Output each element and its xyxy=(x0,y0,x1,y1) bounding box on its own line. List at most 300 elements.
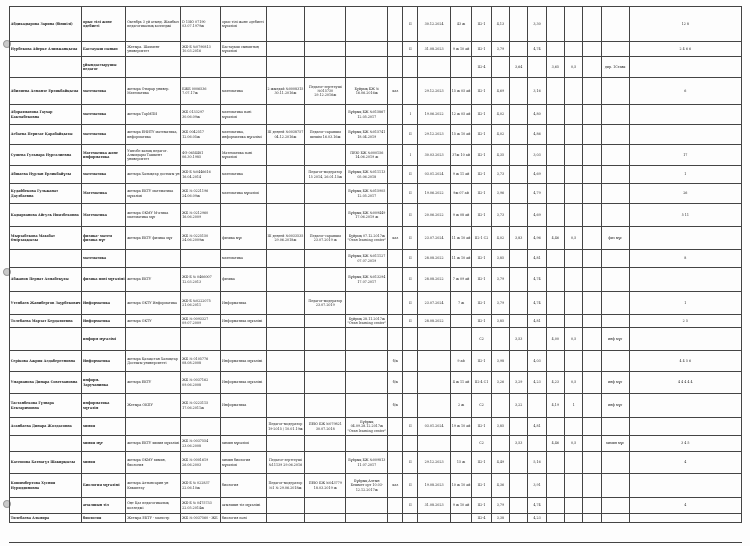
cell-subj: математика xyxy=(82,166,126,184)
cell-prev: II xyxy=(403,498,418,514)
cell-yrs: 10 ж 10 ай xyxy=(450,474,472,498)
cell-dipl: ЖБ № 0001619 26.06.2003 xyxy=(181,452,221,474)
cell-empty xyxy=(583,7,601,42)
cell-p xyxy=(510,78,528,105)
cell-c1 xyxy=(305,315,346,328)
cell-n: 3,96 xyxy=(491,184,509,204)
cell-d xyxy=(546,498,564,514)
cell-c2 xyxy=(346,292,388,315)
cell-p: 3,53 xyxy=(510,436,528,452)
cell-lang xyxy=(388,166,403,184)
cell-t: 4,81 xyxy=(528,250,546,268)
cell-subj: Информатика xyxy=(82,292,126,315)
cell-empty xyxy=(583,204,601,227)
cell-lang xyxy=(388,498,403,514)
cell-name xyxy=(10,436,82,452)
cell-c1 xyxy=(305,436,346,452)
cell-tail: 4 4 4 4 4 xyxy=(629,372,741,394)
cell-yrs: 9 ай xyxy=(450,351,472,372)
cell-subj: химия xyxy=(82,452,126,474)
cell-name xyxy=(10,57,82,78)
cell-subj: математика xyxy=(82,125,126,145)
cell-c2 xyxy=(346,372,388,394)
cell-spec: химия мұғалімі xyxy=(221,436,266,452)
cell-lang: б/к xyxy=(388,394,403,418)
cell-u xyxy=(564,498,582,514)
cell-tail xyxy=(629,474,741,498)
cell-tail: 6 xyxy=(629,78,741,105)
cell-yrs: 43 ж xyxy=(450,7,472,42)
cell-pd: III деңгей №0033535 29.06.2018ж xyxy=(266,227,305,250)
cell-yrs: 9 ж 11 ай xyxy=(450,166,472,184)
cell-subj: Информатика xyxy=(82,351,126,372)
cell-d xyxy=(546,166,564,184)
cell-edu: Октябрь 3 үй атынд. Жамбыл педагогикалық колледжі xyxy=(126,7,181,42)
cell-date xyxy=(418,394,450,418)
cell-edu xyxy=(126,328,181,351)
cell-u xyxy=(564,7,582,42)
cell-prev: II xyxy=(403,315,418,328)
cell-empty xyxy=(583,372,601,394)
cell-pd: 2 жылдай №0008315 30.11.2016ж xyxy=(266,78,305,105)
cell-yrs: 7 ж 09 ай xyxy=(450,268,472,292)
cell-tail: 4 xyxy=(629,452,741,474)
cell-spec: математика xyxy=(221,78,266,105)
table-row xyxy=(10,105,742,125)
cell-spec: Информатика мұғалімі xyxy=(221,372,266,394)
cell-spec: физика мұғ xyxy=(221,227,266,250)
cell-misc xyxy=(601,474,629,498)
bottom-rule xyxy=(9,542,742,546)
cell-edu: жетыра Қазақстан Халықтар Достығы университеті xyxy=(126,351,181,372)
cell-d xyxy=(546,418,564,436)
cell-c1 xyxy=(305,514,346,523)
cell-name: Мырзабекова Махабат Өмірзаққызы xyxy=(10,227,82,250)
cell-date: 29.12.2023 xyxy=(418,452,450,474)
cell-date: 30.03.2023 xyxy=(418,145,450,166)
cell-p: 3,22 xyxy=(510,394,528,418)
cell-c1 xyxy=(305,250,346,268)
cell-t xyxy=(528,394,546,418)
cell-u xyxy=(564,268,582,292)
cell-prev: II xyxy=(403,7,418,42)
cell-t: 4,74 xyxy=(528,498,546,514)
cell-c2 xyxy=(346,351,388,372)
cell-edu: жетыра ЕКТУ физика мұғ xyxy=(126,227,181,250)
cell-c1 xyxy=(305,268,346,292)
cell-dipl: ЖБ-Б № 0475733 22.05.2014ж xyxy=(181,498,221,514)
cell-prev: II xyxy=(403,474,418,498)
cell-n xyxy=(491,394,509,418)
cell-name xyxy=(10,498,82,514)
cell-name: Абдрахманова Гаухар Бактыбековна xyxy=(10,105,82,125)
cell-empty xyxy=(583,57,601,78)
cell-u xyxy=(564,204,582,227)
cell-subj: физика пәні мұғалімі xyxy=(82,268,126,292)
cell-pd xyxy=(266,166,305,184)
cell-yrs xyxy=(450,436,472,452)
cell-edu: жетыра ОКТУ xyxy=(126,315,181,328)
cell-prev: II xyxy=(403,42,418,57)
cell-edu: жетыра ЕКТУ математика мұғалімі xyxy=(126,184,181,204)
cell-name: Асанбаева Динара Жолдасовна xyxy=(10,418,82,436)
cell-name: Сушева Гульнара Нургалиевна xyxy=(10,145,82,166)
cell-p xyxy=(510,351,528,372)
cell-pd xyxy=(266,42,305,57)
cell-dipl xyxy=(181,418,221,436)
cell-misc: физ мұғ xyxy=(601,227,629,250)
cell-tail xyxy=(629,57,741,78)
cell-q: II2-1 xyxy=(472,250,491,268)
cell-t: 4,80 xyxy=(528,105,546,125)
cell-name: Серікова Ажрия Алдабергеновна xyxy=(10,351,82,372)
cell-spec: математика пәні мұғалімі xyxy=(221,105,266,125)
cell-pd xyxy=(266,514,305,523)
cell-dipl: ЖБ № 0093327 09.07.2009 xyxy=(181,315,221,328)
cell-prev: I xyxy=(403,145,418,166)
cell-c2: Бұйрық 04.09.28.12.2017ж "Отан learning center" xyxy=(346,418,388,436)
cell-lang: б/к xyxy=(388,372,403,394)
cell-u xyxy=(564,292,582,315)
cell-edu: Оңт Қаз педагогикалық колледжі xyxy=(126,498,181,514)
cell-edu: жетыра ЕКТУ химия мұғалімі xyxy=(126,436,181,452)
cell-pd xyxy=(266,204,305,227)
cell-n: 3,26 xyxy=(491,372,509,394)
table-row xyxy=(10,166,742,184)
cell-c1 xyxy=(305,394,346,418)
cell-lang: каз xyxy=(388,78,403,105)
cell-yrs: 11 ж 10 ай xyxy=(450,250,472,268)
cell-misc xyxy=(601,78,629,105)
cell-dipl: ЖБ-Б №0790813 10.03.2016 xyxy=(181,42,221,57)
cell-spec: биология пәні xyxy=(221,514,266,523)
cell-p xyxy=(510,452,528,474)
cell-p xyxy=(510,418,528,436)
cell-pd xyxy=(266,328,305,351)
cell-subj: Математика және информатика xyxy=(82,145,126,166)
cell-subj: математика xyxy=(82,105,126,125)
cell-n: 4,49 xyxy=(491,452,509,474)
cell-n xyxy=(491,57,509,78)
cell-c1 xyxy=(305,7,346,42)
cell-tail xyxy=(629,227,741,250)
cell-misc: инф мұғ xyxy=(601,328,629,351)
cell-c2: Бұйрық БЖ №011127 07.07.2019 xyxy=(346,250,388,268)
cell-lang xyxy=(388,418,403,436)
cell-date xyxy=(418,351,450,372)
cell-t: 4,23 xyxy=(528,372,546,394)
cell-empty xyxy=(583,514,601,523)
cell-p: 3,29 xyxy=(510,372,528,394)
cell-prev xyxy=(403,394,418,418)
cell-subj: физика- матем физика мұғ xyxy=(82,227,126,250)
cell-name: Абшаева Нурлан Ерликбайұлы xyxy=(10,166,82,184)
cell-t: 4,79 xyxy=(528,184,546,204)
cell-dipl: ЖБ № 0037560 - ЖБ xyxy=(181,514,221,523)
table-row xyxy=(10,315,742,328)
cell-u xyxy=(564,418,582,436)
cell-subj: орыс тілі және әдебиеті xyxy=(82,7,126,42)
cell-prev xyxy=(403,78,418,105)
cell-spec: химия биология мұғалімі xyxy=(221,452,266,474)
cell-dipl: ЖБ-Б № 022837 22.06.10ж xyxy=(181,474,221,498)
table-row xyxy=(10,452,742,474)
cell-edu: Жетыра. Шахмент университет xyxy=(126,42,181,57)
cell-date: 23.07.2024 xyxy=(418,292,450,315)
cell-n: 4,36 xyxy=(491,474,509,498)
cell-c2: Бұйрық БЖ №015741 18.04.2019 xyxy=(346,125,388,145)
cell-n: 3,85 xyxy=(491,418,509,436)
cell-dipl: ЖБ-Б № 0466007 12.03.2013 xyxy=(181,268,221,292)
cell-d: 4,46 xyxy=(546,436,564,452)
cell-edu: Жетыра ЕКТУ - магистр xyxy=(126,514,181,523)
cell-p: 3,83 xyxy=(510,227,528,250)
cell-q: II2-4 xyxy=(472,57,491,78)
table-row xyxy=(10,394,742,418)
cell-n: 3,38 xyxy=(491,514,509,523)
table-row xyxy=(10,57,742,78)
cell-pd xyxy=(266,372,305,394)
cell-spec xyxy=(221,57,266,78)
cell-date xyxy=(418,436,450,452)
cell-p xyxy=(510,166,528,184)
cell-subj: Информатика xyxy=(82,315,126,328)
cell-n: 3,98 xyxy=(491,351,509,372)
cell-t xyxy=(528,57,546,78)
cell-subj: ағылшын тіл xyxy=(82,498,126,514)
cell-d xyxy=(546,42,564,57)
cell-u: 0,5 xyxy=(564,57,582,78)
cell-misc: химия мұғ xyxy=(601,436,629,452)
cell-yrs: 15 ж 05 ай xyxy=(450,78,472,105)
cell-prev: I xyxy=(403,105,418,125)
cell-lang xyxy=(388,204,403,227)
cell-empty xyxy=(583,436,601,452)
cell-d xyxy=(546,268,564,292)
cell-yrs: 9ж 07 ай xyxy=(450,184,472,204)
cell-subj: математика xyxy=(82,78,126,105)
cell-t: 4,69 xyxy=(528,166,546,184)
cell-prev: II xyxy=(403,125,418,145)
cell-date: 31.08.2023 xyxy=(418,42,450,57)
cell-misc xyxy=(601,498,629,514)
cell-lang: б/к xyxy=(388,351,403,372)
table-row xyxy=(10,78,742,105)
cell-p xyxy=(510,184,528,204)
cell-edu: жетыра ЕКТУ xyxy=(126,372,181,394)
cell-pd xyxy=(266,145,305,166)
cell-c2 xyxy=(346,57,388,78)
cell-subj: информ мұғалімі xyxy=(82,328,126,351)
cell-dipl: ЖБ-Б №0446616 16.04.2014 xyxy=(181,166,221,184)
cell-pd: Педагог-модератор №1 № 29.06.2018ж xyxy=(266,474,305,498)
cell-pd xyxy=(266,7,305,42)
cell-pd xyxy=(266,268,305,292)
cell-empty xyxy=(583,227,601,250)
cell-d xyxy=(546,145,564,166)
cell-n: 3,79 xyxy=(491,498,509,514)
cell-misc xyxy=(601,292,629,315)
cell-n: 4,35 xyxy=(491,145,509,166)
cell-name xyxy=(10,250,82,268)
cell-date xyxy=(418,328,450,351)
cell-yrs: 7 ж xyxy=(450,292,472,315)
cell-yrs: 4 ж 11 ай xyxy=(450,372,472,394)
cell-tail xyxy=(629,394,741,418)
cell-u: 0,5 xyxy=(564,372,582,394)
cell-name: Абдикадырова Зарина (біншілі) xyxy=(10,7,82,42)
cell-prev: II xyxy=(403,227,418,250)
cell-spec: Математика пәні мұғалімі xyxy=(221,145,266,166)
cell-d: 4,46 xyxy=(546,227,564,250)
cell-spec: Информатика xyxy=(221,292,266,315)
cell-edu: Уштобе халық педагог. Алымдары Ташкент университет xyxy=(126,145,181,166)
cell-date xyxy=(418,372,450,394)
cell-c1: Педагог-модератор 23.07.2019 xyxy=(305,292,346,315)
cell-yrs: 12 ж 05 ай xyxy=(450,105,472,125)
cell-c2: Бұйрық 07.12.2017ж "Отан learning center" xyxy=(346,227,388,250)
cell-q: II2-1 xyxy=(472,315,491,328)
table-row xyxy=(10,372,742,394)
cell-n: 3,85 xyxy=(491,315,509,328)
cell-d xyxy=(546,125,564,145)
cell-d xyxy=(546,351,564,372)
cell-u: 0,5 xyxy=(564,436,582,452)
cell-tail: 3 4 5 xyxy=(629,436,741,452)
cell-pd xyxy=(266,105,305,125)
cell-c1: ПЕЮ БЖ №043779 18.03.2019 ж xyxy=(305,474,346,498)
cell-t: 4,81 xyxy=(528,418,546,436)
cell-yrs: 2 ж xyxy=(450,394,472,418)
cell-c1 xyxy=(305,372,346,394)
cell-tail xyxy=(629,328,741,351)
cell-name: Нурбекова Айерке Алимжанқызы xyxy=(10,42,82,57)
cell-misc xyxy=(601,418,629,436)
cell-misc xyxy=(601,166,629,184)
cell-lang xyxy=(388,452,403,474)
cell-q: II2-1 xyxy=(472,268,491,292)
cell-dipl: ЖБ № 0212960 16.06.2009 xyxy=(181,204,221,227)
cell-edu: жетыра ОКМУ химия, биология xyxy=(126,452,181,474)
cell-spec: ағылшын тіл мұғалімі xyxy=(221,498,266,514)
cell-n: 3,79 xyxy=(491,42,509,57)
cell-empty xyxy=(583,292,601,315)
cell-spec: биология xyxy=(221,474,266,498)
cell-empty xyxy=(583,452,601,474)
cell-d xyxy=(546,514,564,523)
cell-n: 3,73 xyxy=(491,166,509,184)
staff-register-table xyxy=(9,6,742,523)
table-row xyxy=(10,418,742,436)
cell-name: Тастанбекова Гүлнара Бектаримовна xyxy=(10,394,82,418)
cell-misc xyxy=(601,514,629,523)
cell-t: 3,16 xyxy=(528,78,546,105)
cell-subj: ұйымдастырушы педагог xyxy=(82,57,126,78)
cell-d xyxy=(546,204,564,227)
cell-c1: Педагог-сарапшы шешім 16.03.16ж xyxy=(305,125,346,145)
cell-empty xyxy=(583,474,601,498)
cell-lang xyxy=(388,57,403,78)
cell-name: Кудайбекова Гульжанат Даулбаевна xyxy=(10,184,82,204)
cell-lang xyxy=(388,328,403,351)
cell-u xyxy=(564,145,582,166)
cell-q: II2-1 xyxy=(472,78,491,105)
cell-t: 4,81 xyxy=(528,315,546,328)
cell-q: С2 xyxy=(472,436,491,452)
cell-u xyxy=(564,351,582,372)
cell-t: 4,69 xyxy=(528,204,546,227)
cell-misc xyxy=(601,184,629,204)
table-row xyxy=(10,227,742,250)
cell-u xyxy=(564,78,582,105)
cell-tail: 26 xyxy=(629,184,741,204)
cell-c2: Бұйрық БЖ №015905 12.05.2017 xyxy=(346,184,388,204)
cell-empty xyxy=(583,166,601,184)
cell-subj: Биология мұғалімі xyxy=(82,474,126,498)
cell-yrs: 37ж 10 ай xyxy=(450,145,472,166)
cell-edu: жетыра ОКМУ М-атика математика мұғ xyxy=(126,204,181,227)
cell-c1 xyxy=(305,351,346,372)
cell-spec: математика xyxy=(221,250,266,268)
cell-c2 xyxy=(346,7,388,42)
cell-lang xyxy=(388,105,403,125)
cell-q: II2-1 xyxy=(472,42,491,57)
cell-q: II2-1 xyxy=(472,292,491,315)
cell-spec: Информатика мұғалімі xyxy=(221,315,266,328)
cell-date: 19.06.2022 xyxy=(418,105,450,125)
cell-edu xyxy=(126,418,181,436)
cell-spec: математика мұғалімі xyxy=(221,184,266,204)
cell-u xyxy=(564,125,582,145)
cell-u xyxy=(564,105,582,125)
table-row xyxy=(10,436,742,452)
cell-pd xyxy=(266,250,305,268)
cell-p xyxy=(510,474,528,498)
table-row xyxy=(10,7,742,42)
cell-date: 03.01.2024 xyxy=(418,166,450,184)
table-row xyxy=(10,268,742,292)
cell-n: 3,73 xyxy=(491,204,509,227)
cell-empty xyxy=(583,315,601,328)
cell-tail: 1 xyxy=(629,166,741,184)
cell-q: II2-4 С1 xyxy=(472,372,491,394)
cell-c2 xyxy=(346,436,388,452)
cell-q: II2-1 xyxy=(472,166,491,184)
cell-p: 3,64 xyxy=(510,57,528,78)
cell-spec: орыс тілі және әдебиеті мұғалімі xyxy=(221,7,266,42)
table-row xyxy=(10,474,742,498)
cell-u xyxy=(564,250,582,268)
cell-empty xyxy=(583,498,601,514)
cell-pd: Педагог-модератор 19-2015 / 10.01.19ж xyxy=(266,418,305,436)
cell-edu: жетыра Алтынсарин ун Көкшетау xyxy=(126,474,181,498)
cell-c1: Педагог-зерттеуші №015730 29.12.2016ж xyxy=(305,78,346,105)
cell-yrs xyxy=(450,315,472,328)
cell-n: 4,02 xyxy=(491,227,509,250)
cell-pd xyxy=(266,351,305,372)
cell-t: 4,74 xyxy=(528,42,546,57)
cell-spec: Информатика мұғалімі xyxy=(221,351,266,372)
cell-misc xyxy=(601,315,629,328)
cell-prev: II xyxy=(403,292,418,315)
cell-c2: Бұйрық Алтын Бешмет орт 10.03-12.12.2017ж xyxy=(346,474,388,498)
table-row xyxy=(10,328,742,351)
cell-u xyxy=(564,452,582,474)
cell-lang xyxy=(388,315,403,328)
cell-lang xyxy=(388,250,403,268)
cell-empty xyxy=(583,184,601,204)
cell-empty xyxy=(583,328,601,351)
